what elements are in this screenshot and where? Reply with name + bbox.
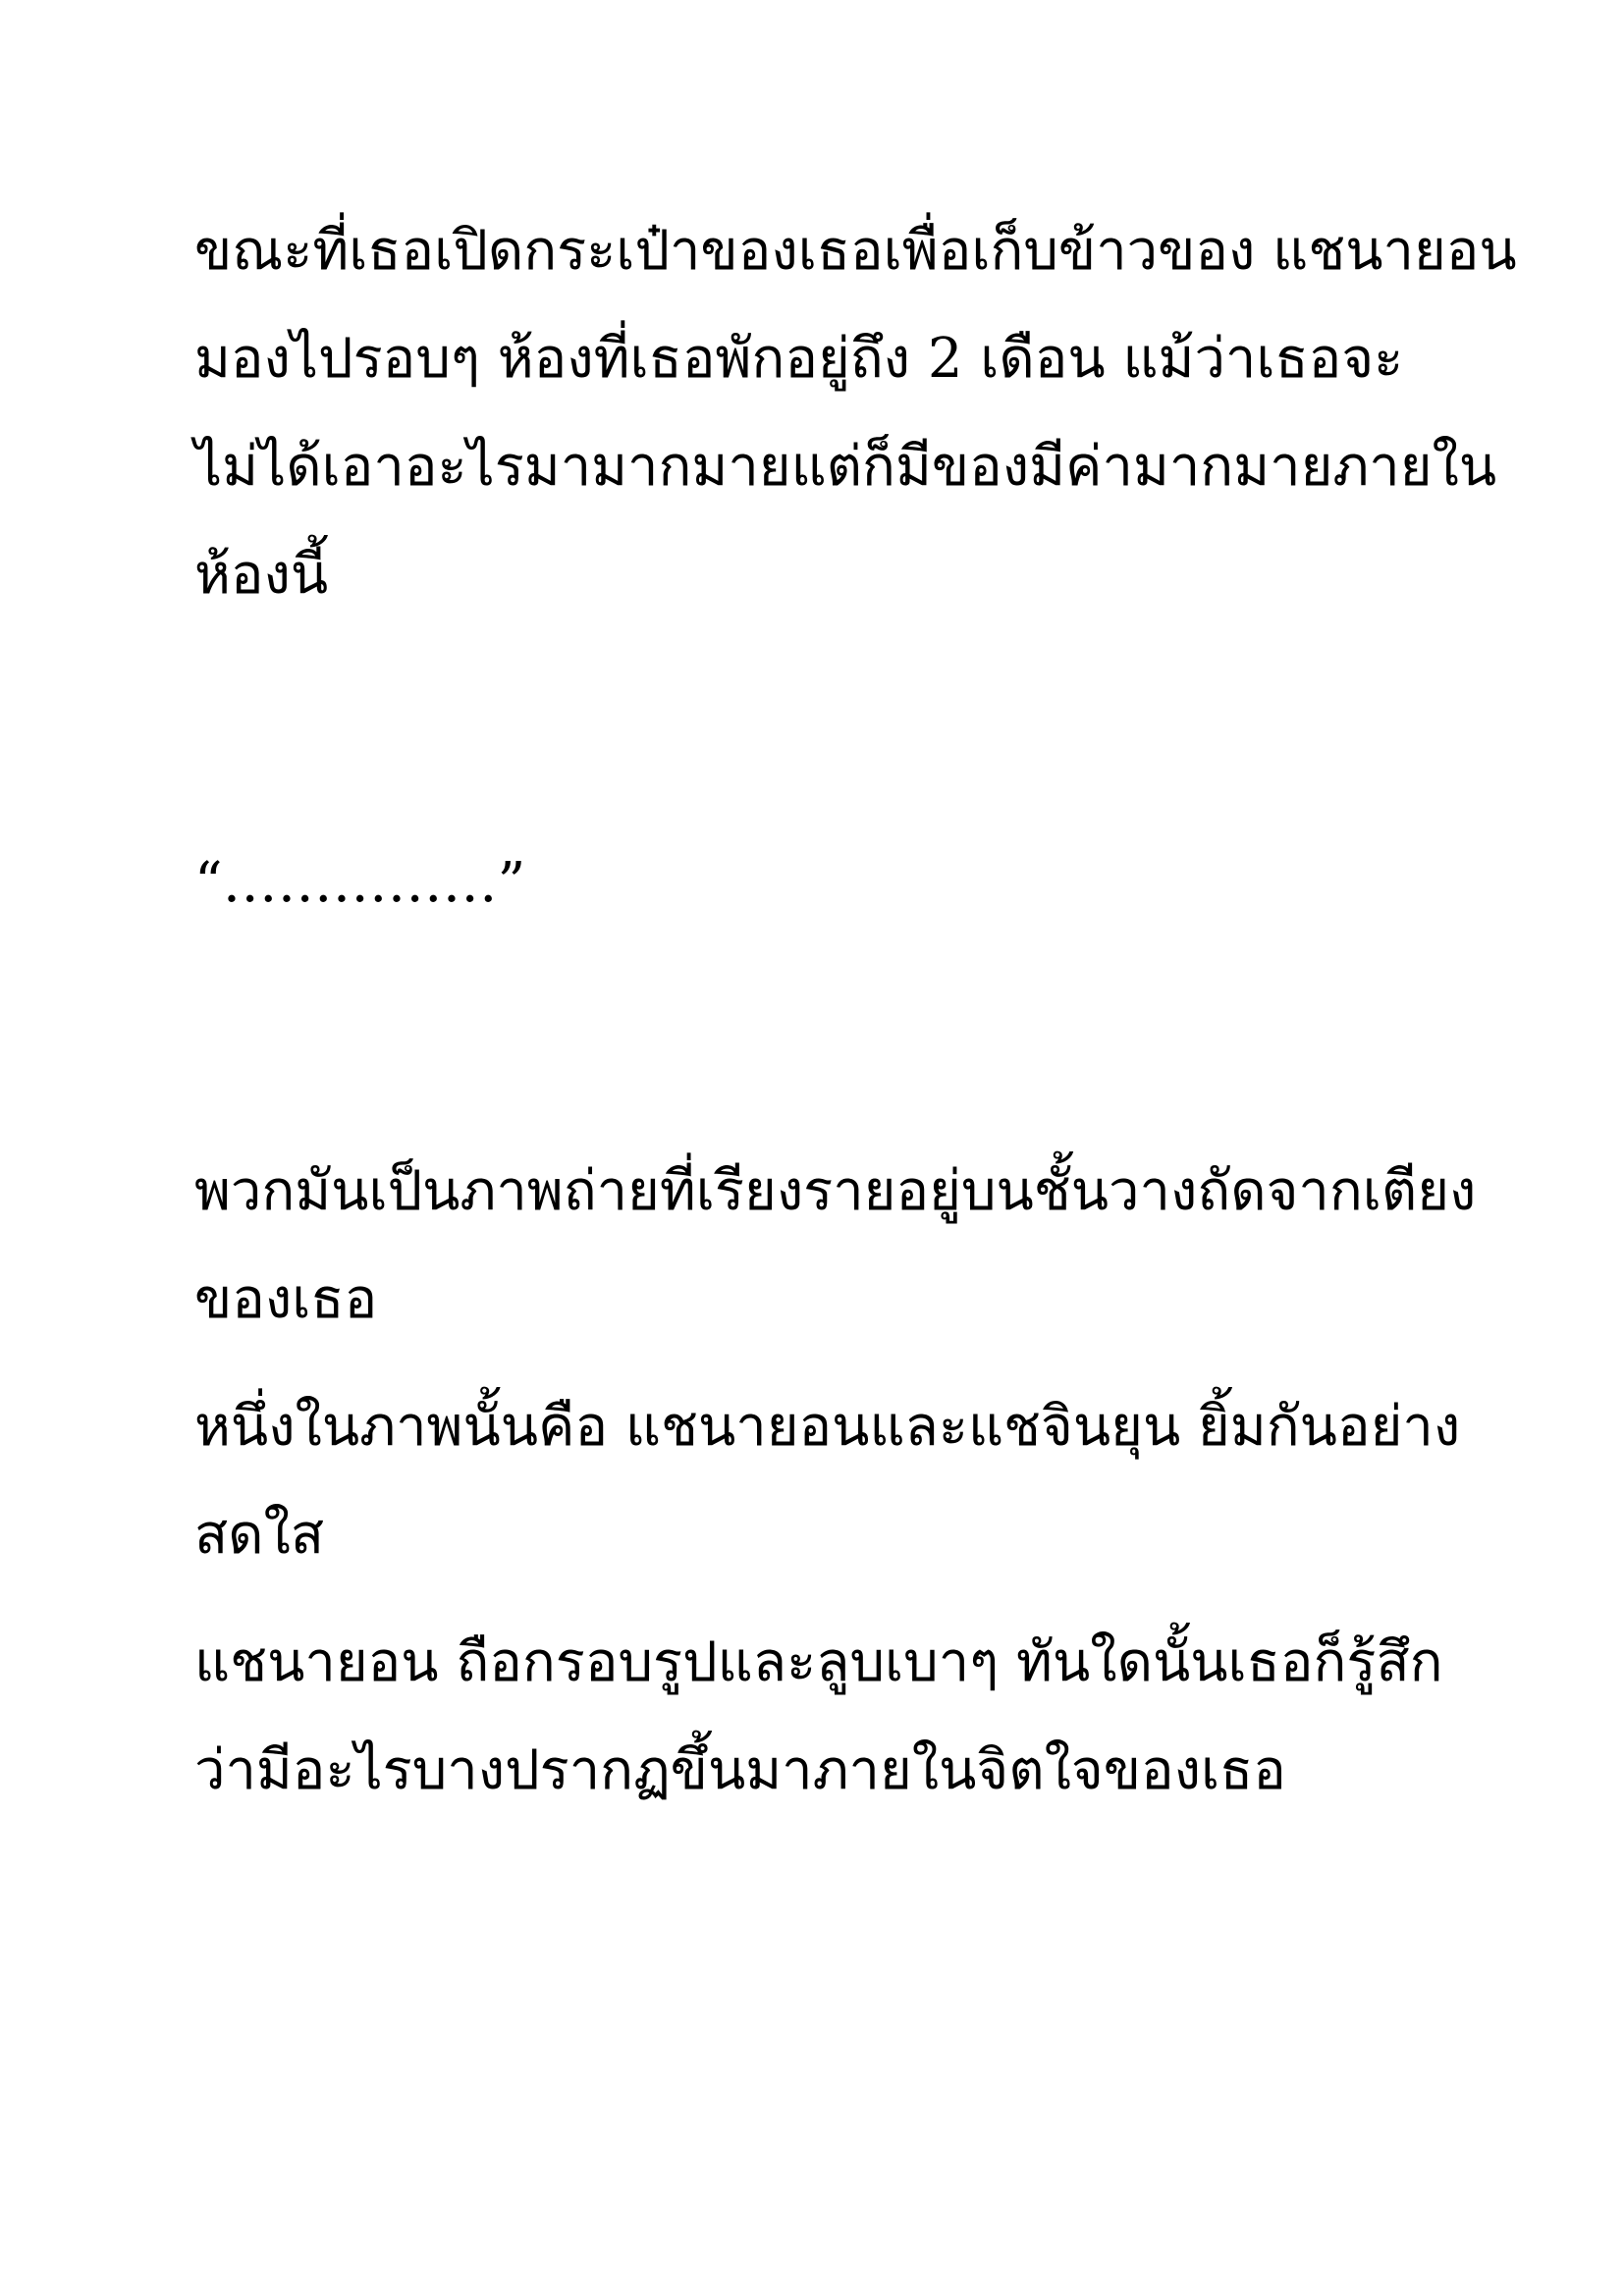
paragraph-1-line-4: ห้องนี้ <box>194 543 329 607</box>
paragraph-1-line-2: มองไปรอบๆ ห้องที่เธอพักอยู่ถึง 2 เดือน แม้ว่าเธอจะ <box>194 327 1404 391</box>
paragraph-1-line-1: ขณะที่เธอเปิดกระเป๋าของเธอเพื่อเก็บข้าวของ แชนายอน <box>194 219 1517 283</box>
paragraph-4-line-2: สดใส <box>194 1503 325 1567</box>
paragraph-1-line-3: ไม่ได้เอาอะไรมามากมายแต่ก็มีของมีค่ามากมายภายใน <box>194 435 1497 499</box>
paragraph-2-line-1: “……………” <box>194 851 526 915</box>
paragraph-5-line-2: ว่ามีอะไรบางปรากฏขึ้นมาภายในจิตใจของเธอ <box>194 1738 1286 1802</box>
paragraph-5-line-1: แชนายอน ถือกรอบรูปและลูบเบาๆ ทันใดนั้นเธอก็รู้สึก <box>194 1630 1443 1694</box>
paragraph-4-line-1: หนึ่งในภาพนั้นคือ แชนายอนและแชจินยุน ยิ้มกันอย่าง <box>194 1395 1461 1459</box>
paragraph-3-line-1: พวกมันเป็นภาพถ่ายที่เรียงรายอยู่บนชั้นวางถัดจากเตียง <box>194 1159 1477 1223</box>
paragraph-3-line-2: ของเธอ <box>194 1267 378 1331</box>
